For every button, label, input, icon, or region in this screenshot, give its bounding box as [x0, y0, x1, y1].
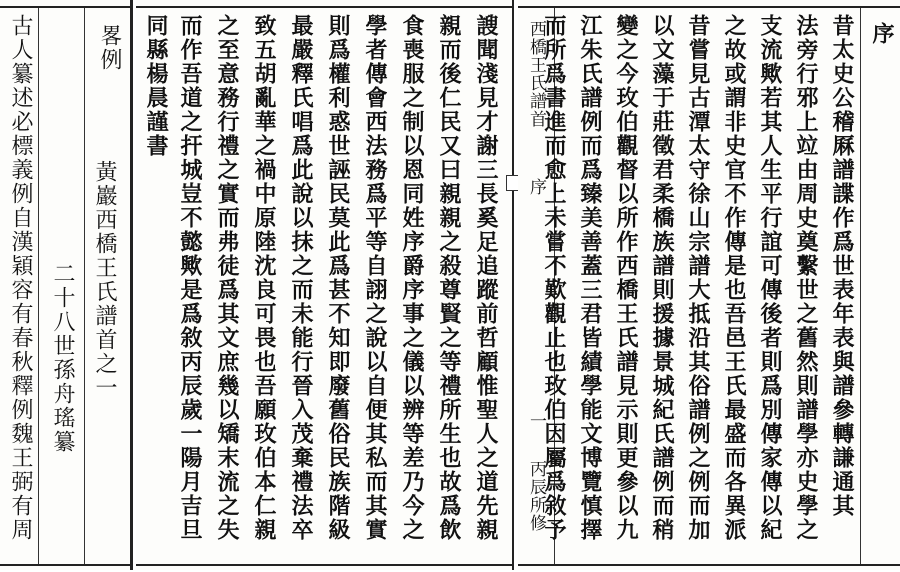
left-page-heading: 畧例	[97, 24, 122, 72]
right-body-column: 之故或謂非史官不作傳是也吾邑王氏最盛而各異派	[721, 14, 747, 542]
middle-body-column: 謏聞淺見才謝三長奚足追蹤前哲顧惟聖人之道先親	[473, 14, 499, 542]
column-divider	[84, 8, 85, 564]
top-rule	[0, 6, 130, 8]
top-rule	[518, 6, 900, 8]
footer-book-title: 西橋王氏譜首	[526, 20, 546, 128]
bottom-rule	[136, 564, 512, 566]
middle-signature: 同縣楊晨謹書	[143, 14, 169, 158]
middle-body-column: 最嚴釋氏唱爲此說以抹之而未能行晉入茂棄禮法卒	[288, 14, 314, 542]
middle-page	[136, 0, 514, 570]
middle-body-column: 食喪服之制以恩同姓序爵序事之儀以辨等差乃今之	[399, 14, 425, 542]
right-body-column: 變之今玫伯觀督以所作西橋王氏譜見示則更參以九	[613, 14, 639, 542]
right-body-column: 江朱氏譜例而爲臻美善蓋三君皆績學能文博覽慎擇	[577, 14, 603, 542]
top-rule	[136, 6, 512, 8]
left-page	[0, 0, 133, 570]
column-divider	[38, 8, 39, 564]
middle-body-column: 致五胡亂華之禍中原陸沈良可畏也吾願玫伯本仁親	[251, 14, 277, 542]
left-page-title-line: 黃巖西橋王氏譜首之一	[92, 160, 117, 400]
right-body-column: 支流歟若其人生平行誼可傳後者則爲別傳家傳以紀	[757, 14, 783, 542]
middle-body-column: 之至意務行禮之實而弗徒爲其文庶幾以矯末流之失	[214, 14, 240, 542]
right-body-column: 而所爲書進而愈上未嘗不歎觀止也玫伯因屬爲敘予	[541, 14, 567, 542]
footer-edition-note: 丙辰所修	[526, 460, 546, 532]
column-divider	[860, 8, 861, 564]
right-body-column: 昔嘗見古潭太守徐山宗譜大抵沿其俗譜例之例而加	[685, 14, 711, 542]
middle-body-column: 親而後仁民又曰親親之殺尊賢之等禮所生也故爲飲	[436, 14, 462, 542]
right-body-column: 昔太史公稽厤譜諜作爲世表年表與譜參轉謙通其	[829, 14, 855, 518]
footer-page-number: 一	[526, 412, 546, 430]
middle-body-column: 則爲權利惑世誣民莫此爲甚不知即廢舊俗民族階級	[325, 14, 351, 542]
left-page-author-line: 二十八世孫舟瑤纂	[50, 262, 75, 454]
footer-section-label: 序	[526, 178, 546, 196]
left-page-body-column: 古人纂述必標義例自漢穎容有春秋釋例魏王弼有周	[8, 14, 33, 542]
right-body-column: 法旁行邪上竝由周史奠繫世之舊然則譜學亦史學之	[793, 14, 819, 542]
right-page	[518, 0, 900, 570]
right-body-column: 以文藻于莊徵君柔橋族譜則援據景城紀氏譜例而稍	[649, 14, 675, 542]
bottom-rule	[518, 564, 900, 566]
middle-body-column: 學者傳會西法務爲平等自詡之說以自便其私而其實	[362, 14, 388, 542]
middle-body-column: 而作吾道之扞城豈不懿歟是爲敘丙辰歲一陽月吉旦	[177, 14, 203, 542]
preface-title: 序	[869, 22, 895, 46]
